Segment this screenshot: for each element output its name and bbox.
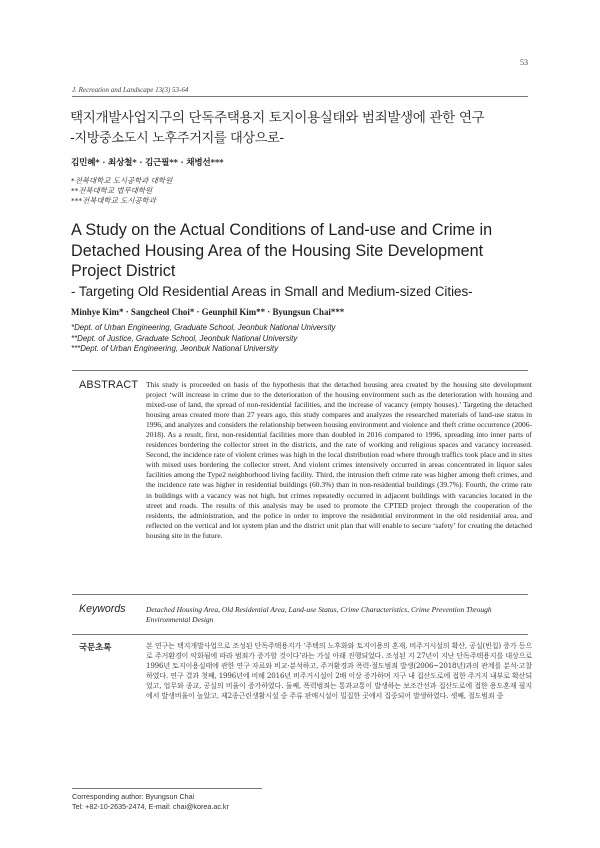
- abstract-divider: [72, 370, 528, 371]
- korean-subtitle: -지방중소도시 노후주거지를 대상으로-: [70, 131, 284, 146]
- page-number: 53: [520, 58, 528, 67]
- korean-abstract-heading: 국문초록: [79, 642, 112, 652]
- english-affiliation: **Dept. of Justice, Graduate School, Jeonbuk National University: [71, 333, 298, 343]
- english-subtitle: - Targeting Old Residential Areas in Small and Medium-sized Cities-: [71, 284, 473, 299]
- korean-affiliation: **전북대학교 법무대학원: [71, 186, 153, 196]
- english-title-line: Detached Housing Area of the Housing Site Development: [71, 241, 484, 260]
- author-contact: Tel: +82-10-2635-2474, E-mail: chai@korea.ac.kr: [72, 802, 229, 812]
- journal-citation: J. Recreation and Landscape 13(3) 53-64: [72, 86, 189, 94]
- korean-affiliation: ***전북대학교 도시공학과: [71, 196, 156, 206]
- korean-abstract-text: 본 연구는 택지개발사업으로 조성된 단독주택용지가 ‘주택의 노후화와 토지이용의 혼재, 비주거시설의 확산, 공실(빈집) 증가 등으로 주거환경이 악화됨에 따라 범죄가 증가할 것이다’라는 가설 아래 진행되었다. 조성된 지 27년이 지난 단독주택용지를 대상으로 1996년 토지이용실태에 관한 연구 자료와 비교·분석하고, 주거환경과 폭력·절도범죄 발생(2006~2018년)과의 관계를 분석·고찰하였다. 연구 결과 첫째, 1996년에 비해 2016년 비주거시설이 2배 이상 증가하며 지구 내 집산도로에 접한 주거지 내부로 확산되었고, 업무와 종교, 공실의 비율이 증가하였다. 둘째, 폭력범죄는 통과교통이 발생하는 보조간선과 집산도로에 접한 용도혼재 필지에서 발생비율이 높았고, 제2종근린생활시설 중 주류 판매시설이 밀집한 곳에서 집중되어 발생하였다. 셋째, 절도범죄 중: [146, 641, 532, 701]
- korean-affiliation: *전북대학교 도시공학과 대학원: [71, 176, 173, 185]
- footnote-divider: [72, 788, 262, 789]
- keywords-text: Detached Housing Area, Old Residential Area, Land-use Status, Crime Characteristics, Crime Prevention Through Environmental Design: [146, 605, 492, 625]
- abstract-text: This study is proceeded on basis of the hypothesis that the detached housing area created by the housing site development project ‘will increase in crime due to the deterioration of the housing environment such as the deterioration with housing and mixed-use of land, the spread of non-residential facilities, and the increase of vacancy (empty houses).’ Targeting the detached housing areas created more than 27 years ago, this study compares and analyzes the researched materials of land-use status in 1996, and analyzes and considers the relationship between housing environment and violence and theft crime occurrence (2006-2018). As a result, first, non-residential facilities more than doubled in 2016 compared to 1996, spreading into inner parts of residences bordering the collector street in the districts, and the rate of working and religious spaces and vacancy increased. Second, the incidence rate of violent crimes was high in the local distribution road where through traffics took place and in sites with mixed uses bordering the collector street. And violent crimes intensively occurred in areas concentrated in liquor sales facilities among the Type2 neighborhood living facility. Third, the intrusion theft crime rate was higher among theft crimes, and the incidence rate was higher in residential buildings (60.3%) than in non-residential buildings (39.7%). Fourth, the crime rate in buildings with a vacancy was not high, but crimes repeatedly occurred in adjacent buildings with vacancies located in the street and roads. The results of this analysis may be used to promote the CPTED project through the cooperation of the residents, the administration, and the police in order to improve the residential environment in the old residential area, and reflected on the vertical and lot system plan and the district unit plan that will enable to secure ‘safety’ for creating the detached housing site in the future.: [146, 380, 532, 540]
- corresponding-author-footnote: [72, 792, 229, 813]
- english-title: [71, 220, 541, 282]
- korean-authors: 김민혜* · 최상철* · 김근필** · 채병선***: [71, 158, 224, 168]
- keywords-divider: [72, 594, 528, 595]
- english-title-line: A Study on the Actual Conditions of Land-use and Crime in: [71, 221, 493, 239]
- english-affiliation: *Dept. of Urban Engineering, Graduate School, Jeonbuk National University: [71, 323, 336, 332]
- keywords-heading: Keywords: [79, 603, 126, 615]
- english-affiliation: ***Dept. of Urban Engineering, Jeonbuk National University: [71, 344, 279, 354]
- korean-title: 택지개발사업지구의 단독주택용지 토지이용실태와 범죄발생에 관한 연구: [70, 110, 485, 126]
- korean-affiliations: [71, 176, 172, 207]
- english-affiliations: [71, 323, 336, 355]
- header-divider: [72, 96, 528, 97]
- corresponding-author: Corresponding author: Byungsun Chai: [72, 792, 195, 801]
- abstract-heading: ABSTRACT: [79, 379, 139, 391]
- english-authors: Minhye Kim* · Sangcheol Choi* · Geunphil Kim** · Byungsun Chai***: [71, 307, 345, 317]
- korean-abstract-divider: [72, 634, 528, 635]
- english-title-line: Project District: [71, 262, 176, 280]
